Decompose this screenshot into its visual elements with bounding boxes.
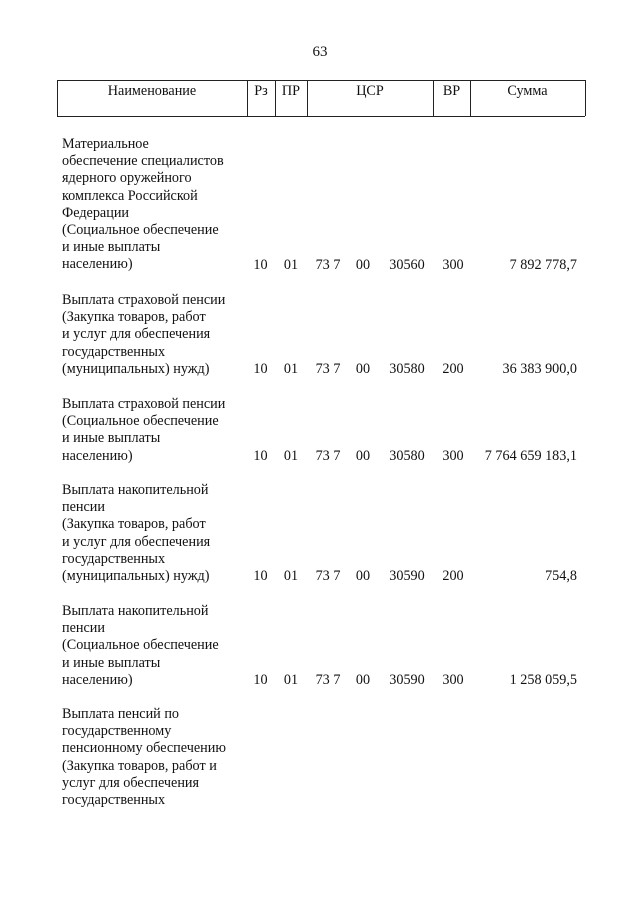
row-csr-program: 73 7 — [315, 361, 341, 377]
row-rz: 10 — [253, 568, 268, 584]
row-sum: 36 383 900,0 — [502, 361, 577, 377]
row-name: Выплата страховой пенсии (Закупка товаров, работ и услуг для обеспечения государственных (муниципальных) нужд) — [62, 292, 226, 377]
header-divider — [585, 80, 586, 116]
row-csr-direction: 30580 — [389, 448, 425, 464]
row-vr: 300 — [442, 257, 464, 273]
row-sum: 7 892 778,7 — [509, 257, 577, 273]
row-name: Выплата пенсий по государственному пенсионному обеспечению (Закупка товаров, работ и услуг для обеспечения государственных — [62, 706, 226, 809]
row-sum: 1 258 059,5 — [509, 672, 577, 688]
row-csr-direction: 30560 — [389, 257, 425, 273]
header-vr: ВР — [442, 83, 461, 99]
row-rz: 10 — [253, 672, 268, 688]
table-header — [57, 80, 585, 116]
header-csr: ЦСР — [356, 83, 384, 99]
row-sum: 7 764 659 183,1 — [484, 448, 577, 464]
row-pr: 01 — [283, 448, 299, 464]
row-pr: 01 — [283, 568, 299, 584]
header-pr: ПР — [281, 83, 301, 99]
row-csr-program: 73 7 — [315, 257, 341, 273]
row-csr-subprogram: 00 — [355, 672, 371, 688]
row-name: Выплата накопительной пенсии (Закупка товаров, работ и услуг для обеспечения государственных (муниципальных) нужд) — [62, 482, 211, 585]
row-csr-direction: 30590 — [389, 672, 425, 688]
row-vr: 300 — [442, 448, 464, 464]
row-csr-program: 73 7 — [315, 448, 341, 464]
header-bottom-border — [57, 116, 585, 117]
row-name: Выплата страховой пенсии (Социальное обеспечение и иные выплаты населению) — [62, 396, 226, 464]
header-top-border — [57, 80, 585, 81]
row-vr: 200 — [442, 361, 464, 377]
row-name: Выплата накопительной пенсии (Социальное обеспечение и иные выплаты населению) — [62, 603, 219, 688]
row-csr-program: 73 7 — [315, 672, 341, 688]
header-name: Наименование — [107, 83, 197, 99]
row-pr: 01 — [283, 361, 299, 377]
row-csr-direction: 30580 — [389, 361, 425, 377]
row-pr: 01 — [283, 257, 299, 273]
row-vr: 300 — [442, 672, 464, 688]
row-csr-subprogram: 00 — [355, 257, 371, 273]
row-rz: 10 — [253, 361, 268, 377]
row-rz: 10 — [253, 448, 268, 464]
row-csr-program: 73 7 — [315, 568, 341, 584]
row-csr-direction: 30590 — [389, 568, 425, 584]
header-rz: Рз — [254, 83, 268, 99]
row-sum: 754,8 — [545, 568, 577, 584]
row-rz: 10 — [253, 257, 268, 273]
page-number: 63 — [312, 44, 328, 60]
row-csr-subprogram: 00 — [355, 448, 371, 464]
row-csr-subprogram: 00 — [355, 361, 371, 377]
header-sum: Сумма — [507, 83, 548, 99]
row-vr: 200 — [442, 568, 464, 584]
row-pr: 01 — [283, 672, 299, 688]
row-name: Материальное обеспечение специалистов ядерного оружейного комплекса Российской Федерации (Социальное обеспечение и иные выплаты населению) — [62, 136, 224, 273]
row-csr-subprogram: 00 — [355, 568, 371, 584]
